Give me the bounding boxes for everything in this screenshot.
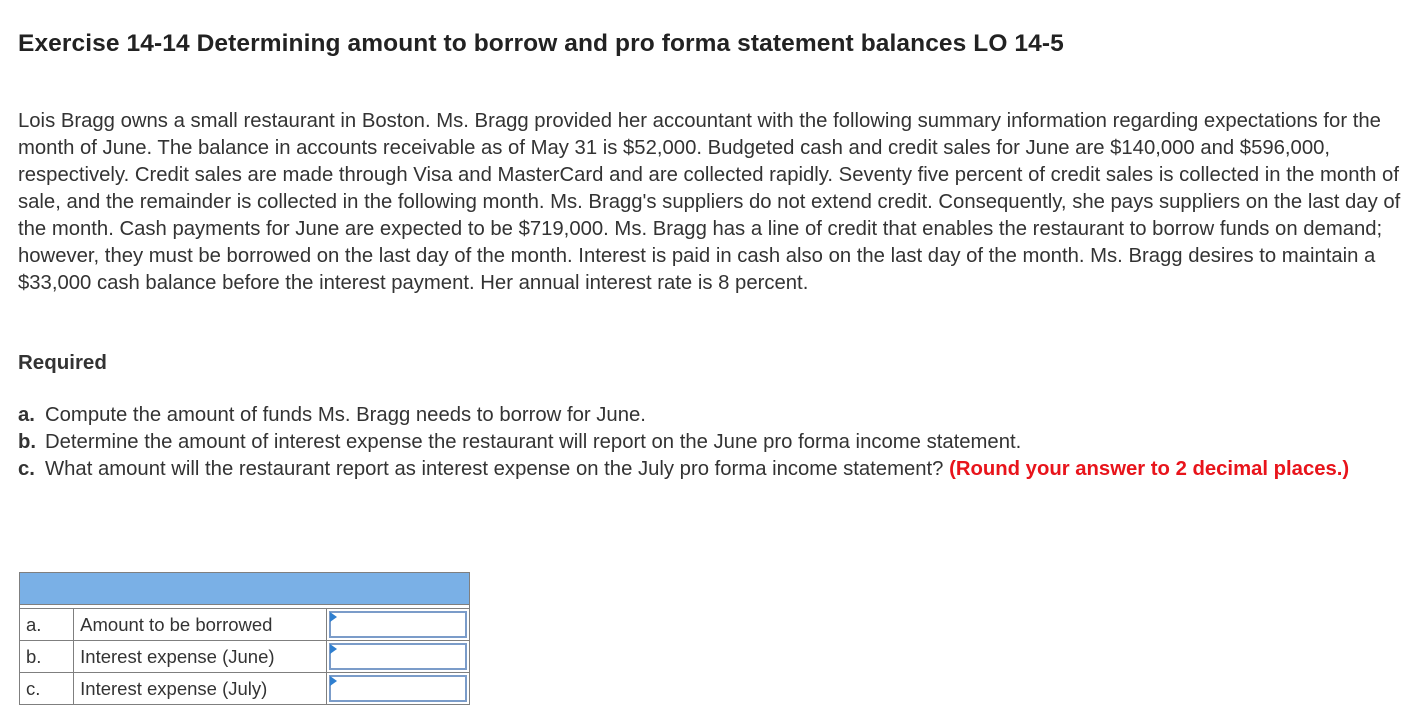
required-heading: Required [18,351,107,374]
rounding-instruction: (Round your answer to 2 decimal places.) [949,458,1350,480]
question-a [18,402,1418,429]
table-row [20,673,470,705]
answer-table-header [20,573,470,605]
question-text: What amount will the restaurant report as interest expense on the July pro forma income statement? [45,458,950,480]
interest-july-input[interactable] [329,675,467,702]
table-row [20,641,470,673]
questions-list [18,402,1418,483]
row-label: Amount to be borrowed [74,609,327,641]
answer-table [19,572,470,705]
cell-marker-icon [330,612,337,622]
answer-cell [326,609,469,641]
cell-marker-icon [330,644,337,654]
exercise-title: Exercise 14-14 Determining amount to borrow and pro forma statement balances LO 14-5 [18,30,1064,57]
question-letter: c. [18,458,35,480]
row-letter: a. [20,609,74,641]
answer-cell [326,673,469,705]
question-b [18,429,1418,456]
row-label: Interest expense (July) [74,673,327,705]
interest-june-input[interactable] [329,643,467,670]
row-label: Interest expense (June) [74,641,327,673]
header-cell [20,573,470,605]
question-letter: b. [18,431,37,453]
question-c [18,456,1418,483]
row-letter: c. [20,673,74,705]
row-letter: b. [20,641,74,673]
amount-borrowed-input[interactable] [329,611,467,638]
problem-statement: Lois Bragg owns a small restaurant in Boston. Ms. Bragg provided her accountant with the following summary information regarding expectations for the month of June. The balance in accounts receivable as of May 31 is $52,000. Budgeted cash and credit sales for June are $140,000 and $596,000, respectively. Credit sales are made through Visa and MasterCard and are collected rapidly. Seventy five percent of credit sales is collected in the month of sale, and the remainder is collected in the following month. Ms. Bragg's suppliers do not extend credit. Consequently, she pays suppliers on the last day of the month. Cash payments for June are expected to be $719,000. Ms. Bragg has a line of credit that enables the restaurant to borrow funds on demand; however, they must be borrowed on the last day of the month. Interest is paid in cash also on the last day of the month. Ms. Bragg desires to maintain a $33,000 cash balance before the interest payment. Her annual interest rate is 8 percent. [18,110,1401,294]
question-text: Compute the amount of funds Ms. Bragg needs to borrow for June. [45,404,646,426]
question-text: Determine the amount of interest expense the restaurant will report on the June pro forma income statement. [45,431,1022,453]
question-letter: a. [18,404,35,426]
answer-cell [326,641,469,673]
cell-marker-icon [330,676,337,686]
table-row [20,609,470,641]
